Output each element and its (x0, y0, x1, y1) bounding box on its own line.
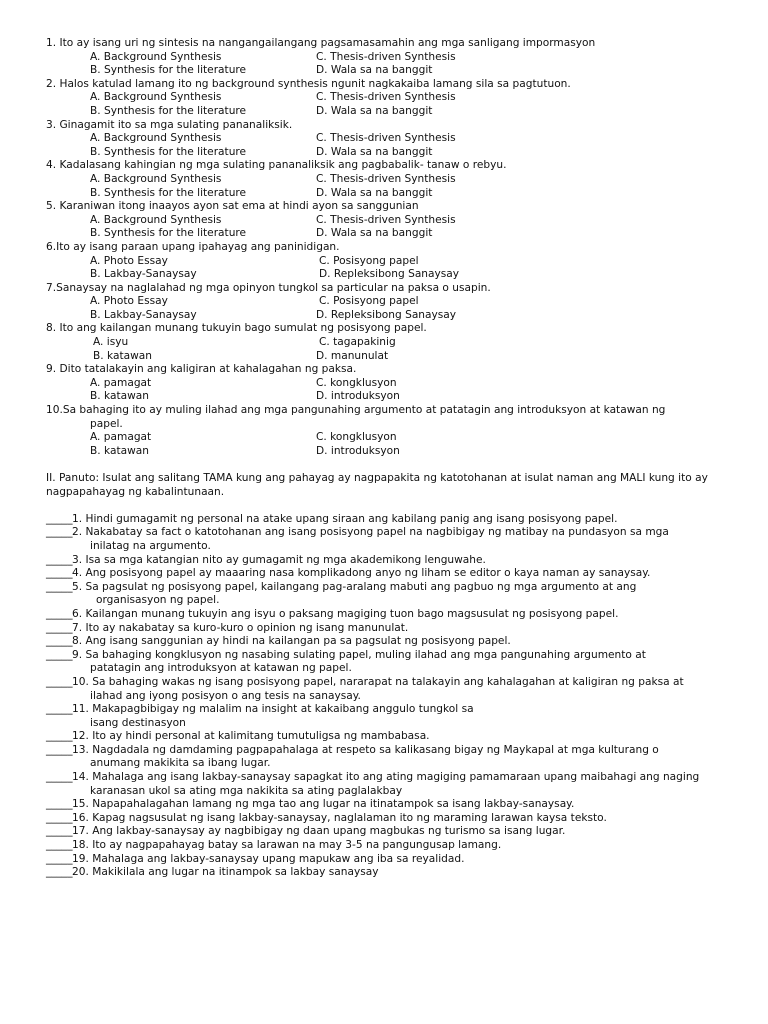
true-false-item-10 (0, 676, 768, 690)
question-9: 9. Dito tatalakayin ang kaligiran at kahalagahan ng paksa. (46, 363, 357, 376)
statement-text: 5. Sa pagsulat ng posisyong papel, kailangang pag-aralang mabuti ang pagbuo ng mga argumento at ang (72, 580, 637, 593)
question-6: 6.Ito ay isang paraan upang ipahayag ang paninidigan. (46, 240, 340, 253)
choices-row (0, 187, 768, 201)
worksheet-page (0, 37, 768, 880)
answer-blank[interactable]: _____ (46, 580, 73, 593)
choice-c: C. tagapakinig (319, 336, 396, 349)
choices-row (0, 214, 768, 228)
choice-c: C. kongklusyon (316, 376, 397, 389)
statement-text: 18. Ito ay nagpapahayag batay sa larawan na may 3-5 na pangungusap lamang. (72, 839, 502, 852)
statement-text: 8. Ang isang sanggunian ay hindi na kailangan pa sa pagsulat ng posisyong papel. (72, 635, 511, 648)
choices-row (0, 51, 768, 65)
choice-c: C. Thesis-driven Synthesis (316, 172, 456, 185)
choice-c: C. Thesis-driven Synthesis (316, 213, 456, 226)
multiple-choice-section (0, 37, 768, 458)
answer-blank[interactable]: _____ (46, 512, 73, 525)
choice-b: B. katawan (93, 349, 152, 362)
choice-a: A. isyu (93, 336, 129, 349)
answer-blank[interactable]: _____ (46, 607, 73, 620)
true-false-item-4 (0, 567, 768, 581)
answer-blank[interactable]: _____ (46, 839, 73, 852)
true-false-item-14 (0, 771, 768, 785)
true-false-item-6 (0, 608, 768, 622)
choice-a: A. Background Synthesis (90, 213, 222, 226)
question-2: 2. Halos katulad lamang ito ng background synthesis ngunit nagkakaiba lamang sila sa pagtutuon. (46, 77, 571, 90)
choice-d: D. introduksyon (316, 390, 400, 403)
statement-text: 3. Isa sa mga katangian nito ay gumagamit ng mga akademikong lenguwahe. (72, 553, 486, 566)
question-7: 7.Sanaysay na naglalahad ng mga opinyon tungkol sa particular na paksa o usapin. (46, 281, 491, 294)
statement-text: 4. Ang posisyong papel ay maaaring nasa komplikadong anyo ng liham se editor o kaya naman ay sanaysay. (72, 567, 651, 580)
choices-row (0, 268, 768, 282)
choices-row (0, 132, 768, 146)
true-false-item-3 (0, 554, 768, 568)
statement-text: 19. Mahalaga ang lakbay-sanaysay upang mapukaw ang iba sa reyalidad. (72, 852, 465, 865)
choice-d: D. manunulat (316, 349, 389, 362)
statement-continued: patatagin ang introduksyon at katawan ng papel. (90, 662, 352, 675)
statement-text: 16. Kapag nagsusulat ng isang lakbay-sanaysay, naglalaman ito ng maraming larawan kaysa teksto. (72, 811, 607, 824)
question-10: 10.Sa bahaging ito ay muling ilahad ang mga pangunahing argumento at patatagin ang introduksyon at katawan ng (46, 404, 666, 417)
choice-a: A. pamagat (90, 431, 152, 444)
statement-text: 15. Napapahalagahan lamang ng mga tao ang lugar na itinatampok sa isang lakbay-sanaysay. (72, 798, 575, 811)
answer-blank[interactable]: _____ (46, 703, 73, 716)
answer-blank[interactable]: _____ (46, 567, 73, 580)
statement-continued: organisasyon ng papel. (96, 594, 220, 607)
statement-continued: inilatag na argumento. (90, 539, 211, 552)
choice-a: A. Background Synthesis (90, 91, 222, 104)
choices-row (0, 227, 768, 241)
statement-text: 2. Nakabatay sa fact o katotohanan ang isang posisyong papel na nagbibigay ng matibay na pundasyon sa mga (72, 526, 669, 539)
true-false-item-17 (0, 825, 768, 839)
statement-text: 10. Sa bahaging wakas ng isang posisyong papel, nararapat na talakayin ang kahalagahan at kaligiran ng paksa at (72, 675, 684, 688)
choice-c: C. Thesis-driven Synthesis (316, 91, 456, 104)
choices-row (0, 64, 768, 78)
choice-c: C. Posisyong papel (319, 295, 419, 308)
question-5: 5. Karaniwan itong inaayos ayon sat ema at hindi ayon sa sanggunian (46, 200, 419, 213)
choice-d: D. Wala sa na banggit (316, 64, 433, 77)
answer-blank[interactable]: _____ (46, 743, 73, 756)
question-1: 1. Ito ay isang uri ng sintesis na nangangailangang pagsamasamahin ang mga sanligang impormasyon (46, 37, 596, 49)
answer-blank[interactable]: _____ (46, 825, 73, 838)
answer-blank[interactable]: _____ (46, 798, 73, 811)
statement-continued: karanasan ukol sa ating mga nakikita sa ating paglalakbay (90, 784, 403, 797)
answer-blank[interactable]: _____ (46, 621, 73, 634)
choice-d: D. Wala sa na banggit (316, 145, 433, 158)
question-4: 4. Kadalasang kahingian ng mga sulating pananaliksik ang pagbabalik- tanaw o rebyu. (46, 159, 507, 172)
statement-text: 13. Nagdadala ng damdaming pagpapahalaga at respeto sa kalikasang bigay ng Maykapal at mga kulturang o (72, 743, 659, 756)
true-false-section (0, 513, 768, 880)
choice-a: A. Background Synthesis (90, 50, 222, 63)
statement-text: 6. Kailangan munang tukuyin ang isyu o paksang magiging tuon bago magsusulat ng posisyong papel. (72, 607, 619, 620)
choice-d: D. introduksyon (316, 444, 400, 457)
answer-blank[interactable]: _____ (46, 866, 73, 879)
choices-row (0, 336, 768, 350)
answer-blank[interactable]: _____ (46, 648, 73, 661)
true-false-item-8 (0, 635, 768, 649)
answer-blank[interactable]: _____ (46, 675, 73, 688)
true-false-item-2 (0, 526, 768, 540)
statement-text: 9. Sa bahaging kongklusyon ng nasabing sulating papel, muling ilahad ang mga pangunahing argumento at (72, 648, 646, 661)
choice-b: B. katawan (90, 444, 149, 457)
statement-text: 12. Ito ay hindi personal at kalimitang tumutuligsa ng mambabasa. (72, 730, 430, 743)
choices-row (0, 146, 768, 160)
choices-row (0, 295, 768, 309)
choices-row (0, 309, 768, 323)
answer-blank[interactable]: _____ (46, 526, 73, 539)
statement-continued: anumang makikita sa ibang lugar. (90, 757, 271, 770)
answer-blank[interactable]: _____ (46, 553, 73, 566)
choice-a: A. pamagat (90, 376, 152, 389)
choices-row (0, 377, 768, 391)
question-10-continued: papel. (90, 417, 123, 430)
choice-b: B. Lakbay-Sanaysay (90, 268, 197, 281)
answer-blank[interactable]: _____ (46, 771, 73, 784)
statement-text: 7. Ito ay nakabatay sa kuro-kuro o opinion ng isang manunulat. (72, 621, 409, 634)
true-false-item-1 (0, 513, 768, 527)
true-false-item-20 (0, 866, 768, 880)
true-false-item-11 (0, 703, 768, 717)
choice-b: B. Synthesis for the literature (90, 64, 247, 77)
true-false-item-9 (0, 649, 768, 663)
statement-text: 17. Ang lakbay-sanaysay ay nagbibigay ng daan upang magbukas ng turismo sa isang lugar. (72, 825, 566, 838)
choice-a: A. Photo Essay (90, 295, 168, 308)
choice-c: C. kongklusyon (316, 431, 397, 444)
choices-row (0, 431, 768, 445)
statement-text: 11. Makapagbibigay ng malalim na insight at kakaibang anggulo tungkol sa (72, 703, 474, 716)
true-false-item-19 (0, 853, 768, 867)
choice-c: C. Thesis-driven Synthesis (316, 50, 456, 63)
choice-d: D. Wala sa na banggit (316, 186, 433, 199)
true-false-item-18 (0, 839, 768, 853)
choice-b: B. katawan (90, 390, 149, 403)
true-false-item-12 (0, 730, 768, 744)
choices-row (0, 173, 768, 187)
choices-row (0, 390, 768, 404)
statement-text: 14. Mahalaga ang isang lakbay-sanaysay sapagkat ito ang ating magiging pamamaraan upang maibahagi ang naging (72, 771, 700, 784)
choice-b: B. Synthesis for the literature (90, 186, 247, 199)
choice-d: D. Wala sa na banggit (316, 227, 433, 240)
statement-text: 1. Hindi gumagamit ng personal na atake upang siraan ang kabilang panig ang isang posisyong papel. (72, 512, 618, 525)
true-false-item-5 (0, 581, 768, 595)
true-false-item-13 (0, 744, 768, 758)
choice-a: A. Background Synthesis (90, 172, 222, 185)
choices-row (0, 91, 768, 105)
true-false-item-7 (0, 622, 768, 636)
choice-a: A. Photo Essay (90, 254, 168, 267)
choice-b: B. Synthesis for the literature (90, 145, 247, 158)
choices-row (0, 350, 768, 364)
statement-continued: isang destinasyon (90, 716, 186, 729)
choice-c: C. Thesis-driven Synthesis (316, 132, 456, 145)
question-3: 3. Ginagamit ito sa mga sulating pananaliksik. (46, 118, 293, 131)
choice-b: B. Synthesis for the literature (90, 104, 247, 117)
statement-text: 20. Makikilala ang lugar na itinampok sa lakbay sanaysay (72, 866, 379, 879)
panuto-instructions: II. Panuto: Isulat ang salitang TAMA kung ang pahayag ay nagpapakita ng katotohanan at isulat naman ang MALI kung ito ay nagpapahayag ng kabalintunaan. (46, 472, 708, 498)
statement-continued: ilahad ang iyong posisyon o ang tesis na sanaysay. (90, 689, 361, 702)
answer-blank[interactable]: _____ (46, 811, 73, 824)
choices-row (0, 255, 768, 269)
question-8: 8. Ito ang kailangan munang tukuyin bago sumulat ng posisyong papel. (46, 322, 427, 335)
choice-d: D. Repleksibong Sanaysay (319, 268, 460, 281)
choice-b: B. Synthesis for the literature (90, 227, 247, 240)
choice-d: D. Wala sa na banggit (316, 104, 433, 117)
answer-blank[interactable]: _____ (46, 730, 73, 743)
choice-a: A. Background Synthesis (90, 132, 222, 145)
choice-d: D. Repleksibong Sanaysay (316, 308, 457, 321)
true-false-item-15 (0, 798, 768, 812)
choices-row (0, 105, 768, 119)
answer-blank[interactable]: _____ (46, 852, 73, 865)
answer-blank[interactable]: _____ (46, 635, 73, 648)
choice-b: B. Lakbay-Sanaysay (90, 308, 197, 321)
choice-c: C. Posisyong papel (319, 254, 419, 267)
true-false-item-16 (0, 812, 768, 826)
choices-row (0, 445, 768, 459)
